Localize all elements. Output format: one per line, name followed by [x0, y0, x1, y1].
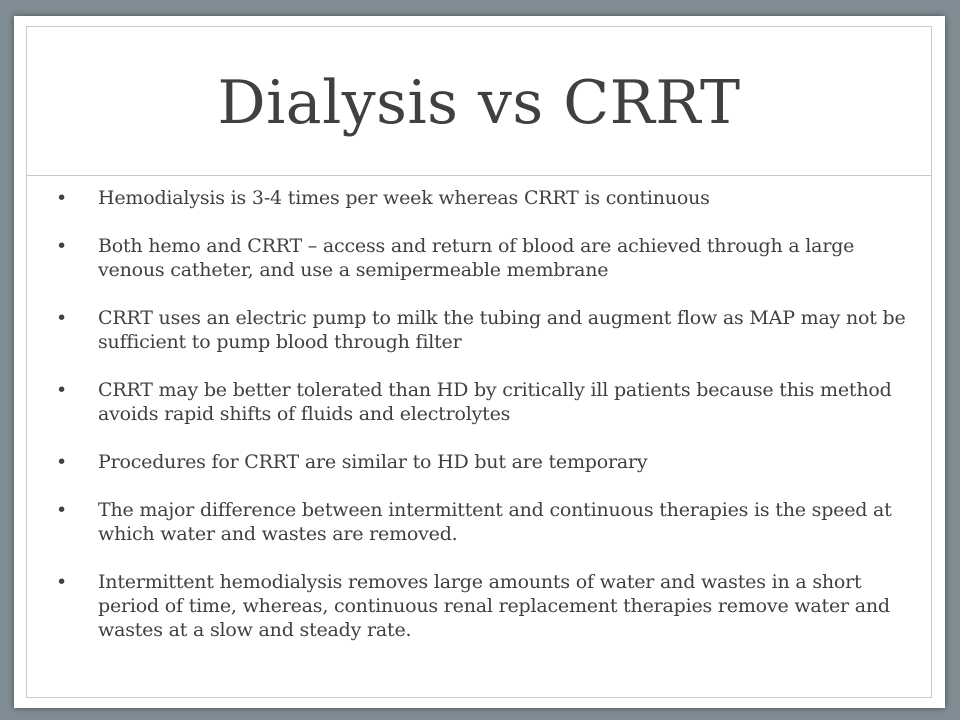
bullet-item: • Hemodialysis is 3-4 times per week whereas CRRT is continuous	[48, 186, 908, 210]
slide-frame	[14, 16, 945, 708]
slide-title: Dialysis vs CRRT	[217, 68, 741, 138]
bullet-list	[48, 186, 908, 666]
bullet-item: • Intermittent hemodialysis removes large amounts of water and wastes in a short period of time, whereas, continuous renal replacement therapies remove water and wastes at a slow and steady rate.	[48, 570, 908, 642]
bullet-item: • Both hemo and CRRT – access and return of blood are achieved through a large venous catheter, and use a semipermeable membrane	[48, 234, 908, 282]
bullet-item: • CRRT uses an electric pump to milk the tubing and augment flow as MAP may not be sufficient to pump blood through filter	[48, 306, 908, 354]
bullet-item: • CRRT may be better tolerated than HD by critically ill patients because this method avoids rapid shifts of fluids and electrolytes	[48, 378, 908, 426]
bullet-item: • The major difference between intermittent and continuous therapies is the speed at which water and wastes are removed.	[48, 498, 908, 546]
title-area	[27, 27, 931, 176]
bullet-item: • Procedures for CRRT are similar to HD but are temporary	[48, 450, 908, 474]
